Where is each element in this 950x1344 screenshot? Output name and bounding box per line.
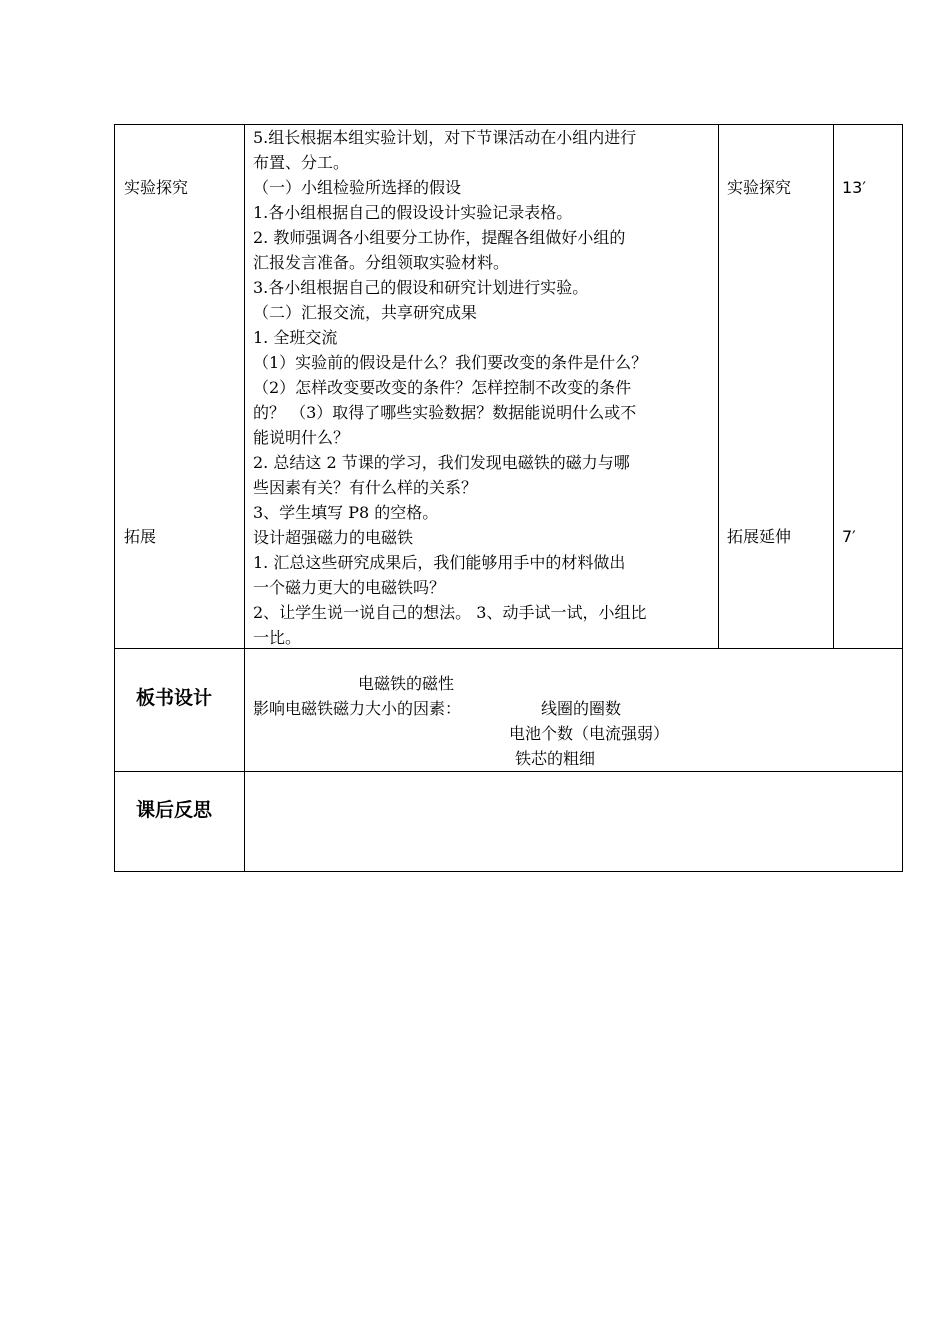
content-line: 3、学生填写 P8 的空格。 <box>253 503 439 522</box>
col1-divider <box>244 124 245 872</box>
content-line: 3.各小组根据自己的假设和研究计划进行实验。 <box>253 278 589 297</box>
content-line: 1. 汇总这些研究成果后，我们能够用手中的材料做出 <box>253 553 626 572</box>
board-factors-label: 影响电磁铁磁力大小的因素： <box>253 699 462 718</box>
table-bottom-border <box>114 871 903 872</box>
content-line: （1）实验前的假设是什么？我们要改变的条件是什么？ <box>253 353 648 372</box>
time-extension: 7′ <box>842 527 856 546</box>
content-line: 能说明什么？ <box>253 428 350 447</box>
board-factor-item: 线圈的圈数 <box>541 699 622 718</box>
content-line: 一比。 <box>253 628 302 647</box>
content-line: 1. 全班交流 <box>253 328 338 347</box>
content-line: 2、让学生说一说自己的想法。 3、动手试一试，小组比 <box>253 603 647 622</box>
col2-divider <box>718 124 719 649</box>
board-design-label: 板书设计 <box>136 687 213 709</box>
content-line: 些因素有关？有什么样的关系？ <box>253 478 478 497</box>
content-line: 布置、分工。 <box>253 153 350 172</box>
content-line: 的？ （3）取得了哪些实验数据？数据能说明什么或不 <box>253 403 637 422</box>
content-line: （2）怎样改变要改变的条件？怎样控制不改变的条件 <box>253 378 632 397</box>
content-line: （二）汇报交流，共享研究成果 <box>253 303 478 322</box>
content-line: 5.组长根据本组实验计划，对下节课活动在小组内进行 <box>253 128 637 147</box>
activity-type-extension: 拓展延伸 <box>727 527 792 546</box>
content-line: 汇报发言准备。分组领取实验材料。 <box>253 253 510 272</box>
table-left-border <box>114 124 115 872</box>
row3-top-border <box>114 771 903 772</box>
time-experiment: 13′ <box>842 178 866 197</box>
content-line: 一个磁力更大的电磁铁吗？ <box>253 578 446 597</box>
activity-type-experiment: 实验探究 <box>727 178 792 197</box>
content-line: 2. 教师强调各小组要分工协作，提醒各组做好小组的 <box>253 228 626 247</box>
board-factor-item: 电池个数（电流强弱） <box>509 724 670 743</box>
table-right-border <box>902 124 903 872</box>
content-line: （一）小组检验所选择的假设 <box>253 178 462 197</box>
board-factor-item: 铁芯的粗细 <box>515 749 596 768</box>
row2-top-border <box>114 648 903 649</box>
content-line: 设计超强磁力的电磁铁 <box>253 528 414 547</box>
reflection-label: 课后反思 <box>136 799 213 821</box>
row1-label-experiment: 实验探究 <box>124 178 189 197</box>
row1-label-extension: 拓展 <box>124 527 157 546</box>
col3-divider <box>833 124 834 649</box>
board-title: 电磁铁的磁性 <box>358 674 455 693</box>
content-line: 2. 总结这 2 节课的学习，我们发现电磁铁的磁力与哪 <box>253 453 630 472</box>
content-line: 1.各小组根据自己的假设设计实验记录表格。 <box>253 203 573 222</box>
